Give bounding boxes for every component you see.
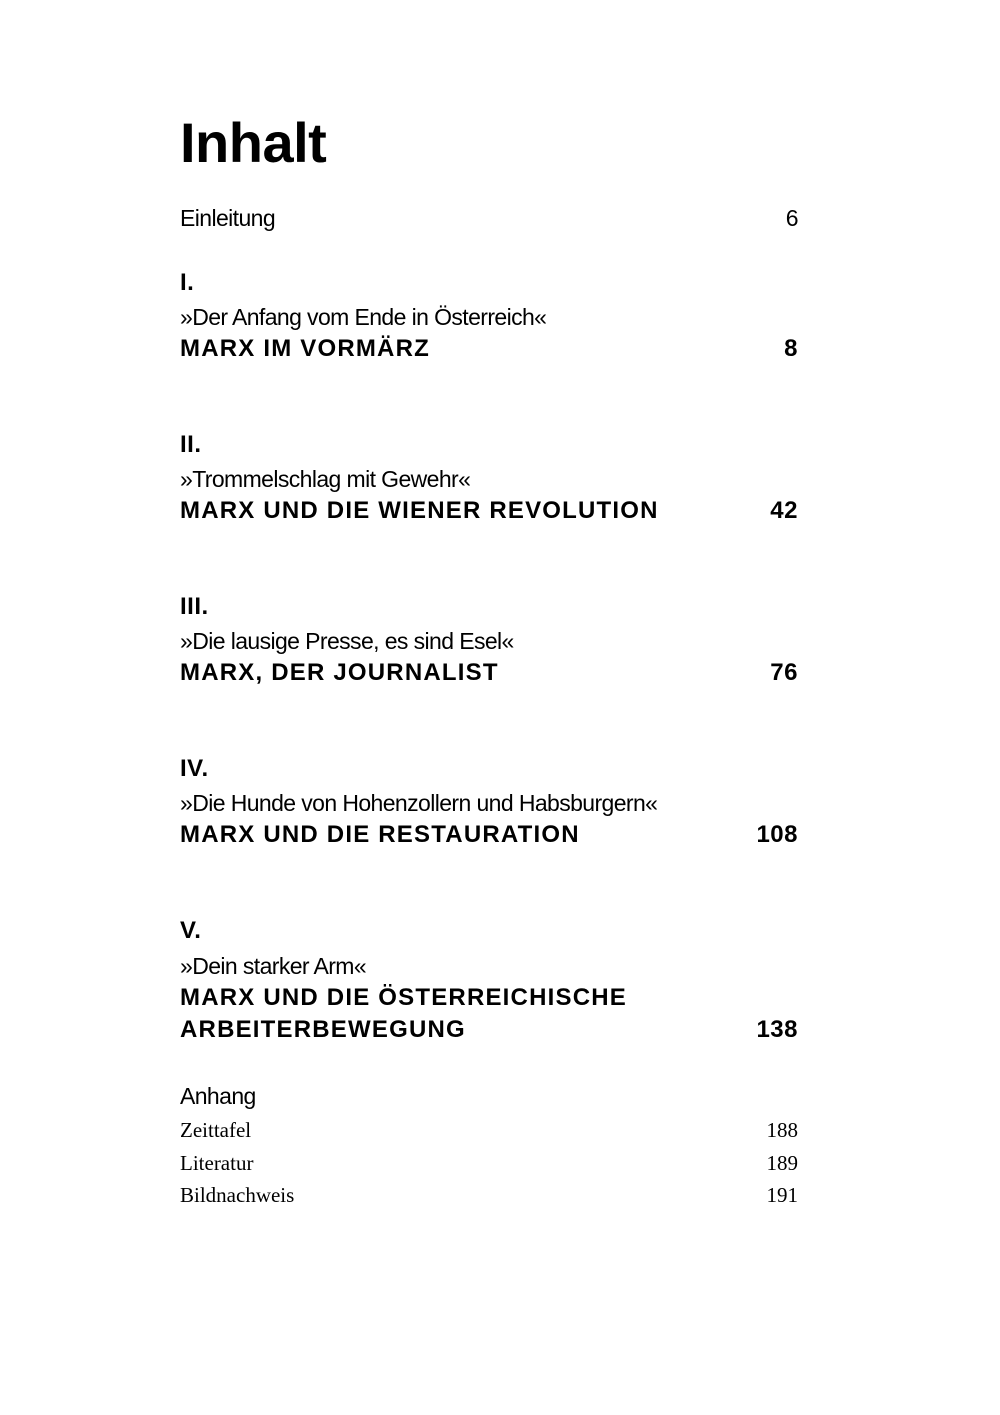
toc-entry-appendix xyxy=(180,1180,798,1210)
chapter-numeral: V. xyxy=(180,917,202,944)
chapter-subtitle: »Der Anfang vom Ende in Österreich« xyxy=(180,304,547,330)
chapter-subtitle: »Die Hunde von Hohenzollern und Habsburgern« xyxy=(180,790,658,816)
chapter-heading: MARX UND DIE ÖSTERREICHISCHE ARBEITERBEWEGUNG xyxy=(180,984,627,1043)
toc-entry-chapter xyxy=(180,982,798,1046)
chapter-numeral: I. xyxy=(180,269,195,296)
toc-entry-label: Literatur xyxy=(180,1151,254,1175)
toc-entry-page: 8 xyxy=(784,335,798,362)
toc-entry-introduction xyxy=(180,203,798,233)
chapter-numeral: IV. xyxy=(180,755,209,782)
chapter-subtitle: »Dein starker Arm« xyxy=(180,953,367,979)
chapter-numeral: II. xyxy=(180,431,202,458)
chapter-subtitle: »Die lausige Presse, es sind Esel« xyxy=(180,628,514,654)
toc-entry-label: Einleitung xyxy=(180,205,276,231)
toc-entry-page: 76 xyxy=(770,659,798,686)
toc-entry-chapter xyxy=(180,333,798,365)
appendix-title: Anhang xyxy=(180,1083,256,1109)
chapter-numeral: III. xyxy=(180,593,209,620)
toc-entry-chapter xyxy=(180,819,798,851)
chapter-subtitle: »Trommelschlag mit Gewehr« xyxy=(180,466,471,492)
toc-entry-label: Zeittafel xyxy=(180,1118,252,1142)
chapter-heading: MARX, DER JOURNALIST xyxy=(180,659,499,686)
page-title: Inhalt xyxy=(180,111,327,174)
chapter-heading: MARX UND DIE RESTAURATION xyxy=(180,821,580,848)
toc-entry-page: 138 xyxy=(756,1016,798,1043)
chapter-heading: MARX UND DIE WIENER REVOLUTION xyxy=(180,497,659,524)
toc-entry-page: 191 xyxy=(766,1183,798,1207)
toc-entry-page: 189 xyxy=(766,1151,798,1175)
toc-entry-page: 108 xyxy=(756,821,798,848)
toc-entry-appendix xyxy=(180,1115,798,1145)
toc-entry-page: 42 xyxy=(770,497,798,524)
toc-entry-label: Bildnachweis xyxy=(180,1183,295,1207)
toc-entry-appendix xyxy=(180,1148,798,1178)
toc-entry-chapter xyxy=(180,495,798,527)
chapter-heading: MARX IM VORMÄRZ xyxy=(180,335,430,362)
toc-entry-page: 6 xyxy=(785,205,798,231)
toc-entry-chapter xyxy=(180,657,798,689)
toc-entry-page: 188 xyxy=(766,1118,798,1142)
